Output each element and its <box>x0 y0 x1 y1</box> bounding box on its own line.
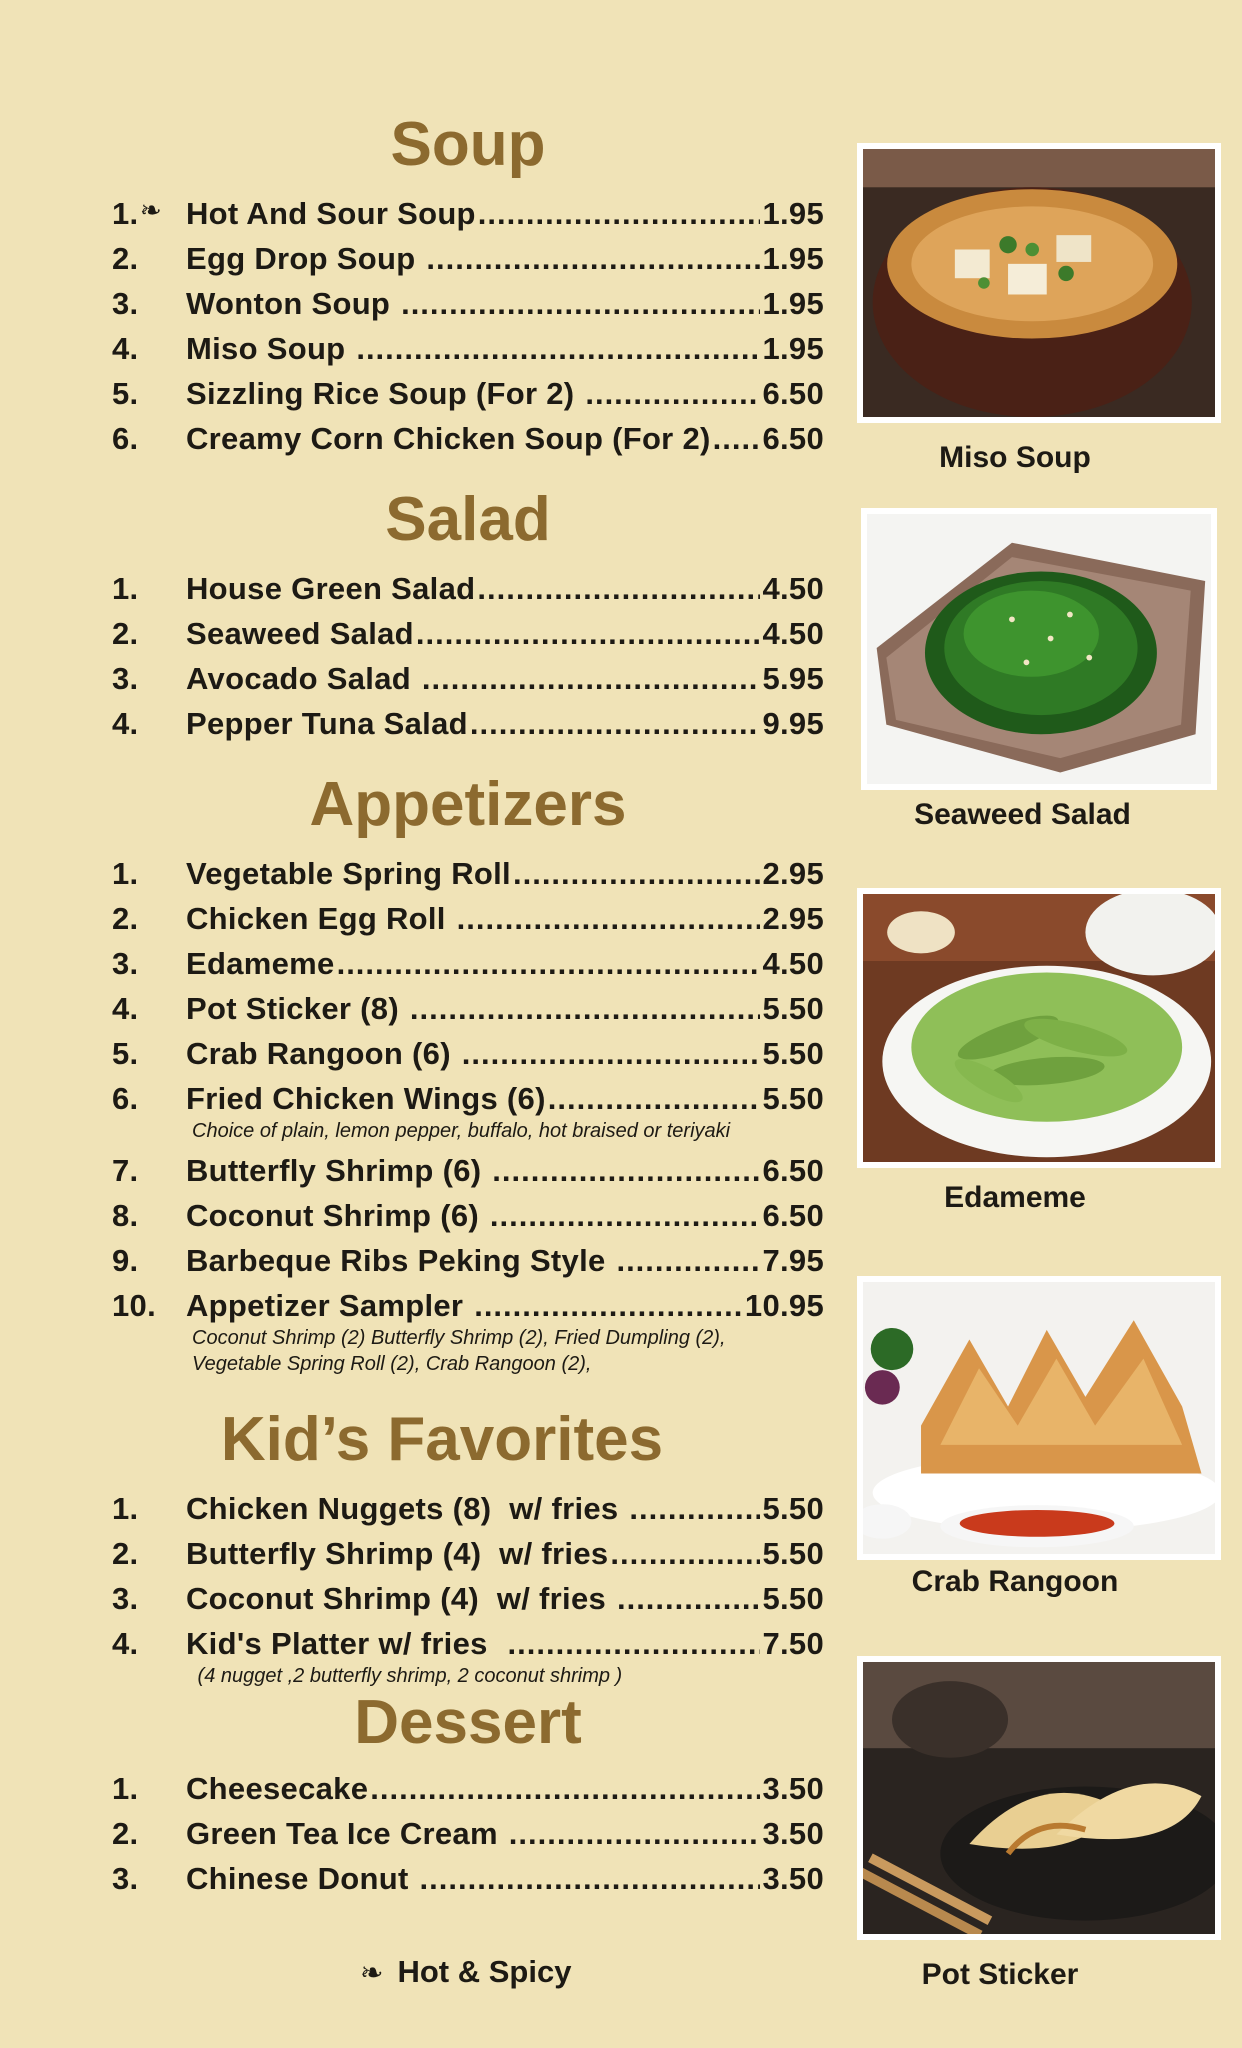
item-price: 9.95 <box>762 706 824 741</box>
dot-leader <box>713 417 761 461</box>
item-price: 2.95 <box>762 856 824 891</box>
dot-leader <box>548 1077 761 1121</box>
item-price: 7.95 <box>762 1243 824 1278</box>
menu-item <box>112 1284 824 1328</box>
menu-item <box>112 942 824 986</box>
item-number: 1. <box>112 856 139 891</box>
item-name: Egg Drop Soup <box>186 241 425 276</box>
dot-leader <box>401 282 760 326</box>
legend-label: Hot & Spicy <box>397 1954 572 1989</box>
item-name: Butterfly Shrimp (4) w/ fries <box>186 1536 609 1571</box>
item-number: 2. <box>112 901 139 936</box>
section-title: Salad <box>385 485 551 554</box>
dot-leader <box>470 702 761 746</box>
dot-leader <box>509 1812 761 1856</box>
item-number: 10. <box>112 1288 156 1323</box>
photo-caption: Pot Sticker <box>921 1958 1079 1991</box>
seaweed-salad-photo <box>861 508 1217 790</box>
item-price: 4.50 <box>762 616 824 651</box>
item-price: 1.95 <box>762 286 824 321</box>
menu-item <box>112 237 824 281</box>
menu-item <box>112 1812 824 1856</box>
item-note: Choice of plain, lemon pepper, buffalo, hot braised or teriyaki <box>192 1120 731 1142</box>
item-name: Butterfly Shrimp (6) <box>186 1153 491 1188</box>
pot-sticker-photo <box>857 1656 1221 1940</box>
item-name: Barbeque Ribs Peking Style <box>186 1243 615 1278</box>
dot-leader <box>422 657 761 701</box>
menu-item <box>112 417 824 461</box>
item-price: 5.50 <box>762 1536 824 1571</box>
item-number: 7. <box>112 1153 139 1188</box>
item-name: Miso Soup <box>186 331 355 366</box>
chili-pepper-icon: ❧ <box>140 195 163 225</box>
item-number: 1. <box>112 571 139 606</box>
dot-leader <box>410 987 761 1031</box>
item-name: House Green Salad <box>186 571 476 606</box>
dot-leader <box>457 897 761 941</box>
dot-leader <box>610 1532 760 1576</box>
item-number: 3. <box>112 946 139 981</box>
item-name: Coconut Shrimp (6) <box>186 1198 488 1233</box>
item-price: 5.50 <box>762 1581 824 1616</box>
dot-leader <box>629 1487 760 1531</box>
item-name: Cheesecake <box>186 1771 369 1806</box>
item-name: Avocado Salad <box>186 661 420 696</box>
menu-item <box>112 1149 824 1193</box>
item-price: 5.50 <box>762 991 824 1026</box>
menu-item <box>112 1577 824 1621</box>
item-price: 6.50 <box>762 376 824 411</box>
item-price: 4.50 <box>762 571 824 606</box>
item-number: 1. <box>112 1771 139 1806</box>
item-price: 5.50 <box>762 1036 824 1071</box>
item-number: 3. <box>112 1861 139 1896</box>
dot-leader <box>478 192 761 236</box>
dot-leader <box>617 1577 760 1621</box>
menu-item <box>112 192 824 236</box>
item-number: 9. <box>112 1243 139 1278</box>
item-price: 5.50 <box>762 1081 824 1116</box>
chili-pepper-icon: ❧ <box>360 1957 384 1988</box>
dot-leader <box>356 327 760 371</box>
menu-item <box>112 1032 824 1076</box>
item-number: 4. <box>112 706 139 741</box>
menu-item <box>112 897 824 941</box>
item-name: Chicken Egg Roll <box>186 901 455 936</box>
menu-item <box>112 1239 824 1283</box>
menu-item <box>112 1487 824 1531</box>
item-number: 1. <box>112 196 139 231</box>
item-note: (4 nugget ,2 butterfly shrimp, 2 coconut shrimp ) <box>192 1665 623 1687</box>
item-number: 4. <box>112 991 139 1026</box>
item-price: 3.50 <box>762 1861 824 1896</box>
item-price: 1.95 <box>762 196 824 231</box>
menu-item <box>112 567 824 611</box>
item-price: 6.50 <box>762 1153 824 1188</box>
item-number: 3. <box>112 1581 139 1616</box>
photo-caption: Miso Soup <box>939 441 1091 474</box>
item-number: 3. <box>112 286 139 321</box>
menu-item <box>112 702 824 746</box>
photo-caption: Seaweed Salad <box>914 798 1131 831</box>
item-name: Creamy Corn Chicken Soup (For 2) <box>186 421 711 456</box>
dot-leader <box>416 612 761 656</box>
item-number: 2. <box>112 241 139 276</box>
item-number: 3. <box>112 661 139 696</box>
menu-item <box>112 987 824 1031</box>
dot-leader <box>477 567 760 611</box>
menu-item <box>112 1857 824 1901</box>
dot-leader <box>490 1194 761 1238</box>
item-name: Appetizer Sampler <box>186 1288 473 1323</box>
item-name: Hot And Sour Soup <box>186 196 476 231</box>
menu-item <box>112 1194 824 1238</box>
item-price: 3.50 <box>762 1771 824 1806</box>
item-number: 4. <box>112 331 139 366</box>
item-price: 4.50 <box>762 946 824 981</box>
item-price: 3.50 <box>762 1816 824 1851</box>
item-name: Coconut Shrimp (4) w/ fries <box>186 1581 615 1616</box>
item-number: 2. <box>112 1536 139 1571</box>
item-number: 2. <box>112 616 139 651</box>
item-price: 2.95 <box>762 901 824 936</box>
item-number: 6. <box>112 421 139 456</box>
section-title: Appetizers <box>309 770 627 839</box>
item-price: 7.50 <box>762 1626 824 1661</box>
item-price: 10.95 <box>744 1288 824 1323</box>
dot-leader <box>420 1857 761 1901</box>
dot-leader <box>462 1032 761 1076</box>
item-number: 4. <box>112 1626 139 1661</box>
item-name: Fried Chicken Wings (6) <box>186 1081 546 1116</box>
item-price: 5.95 <box>762 661 824 696</box>
dot-leader <box>370 1767 760 1811</box>
item-name: Vegetable Spring Roll <box>186 856 511 891</box>
miso-soup-photo <box>857 143 1221 423</box>
dot-leader <box>337 942 761 986</box>
item-name: Green Tea Ice Cream <box>186 1816 507 1851</box>
item-number: 8. <box>112 1198 139 1233</box>
item-name: Wonton Soup <box>186 286 400 321</box>
crab-rangoon-photo <box>857 1276 1221 1560</box>
dot-leader <box>616 1239 760 1283</box>
item-price: 5.50 <box>762 1491 824 1526</box>
item-name: Chinese Donut <box>186 1861 418 1896</box>
section-title: Soup <box>390 110 546 179</box>
menu-item <box>112 1767 824 1811</box>
spicy-legend <box>360 1950 571 1995</box>
item-name: Kid's Platter w/ fries <box>186 1626 506 1661</box>
item-price: 6.50 <box>762 421 824 456</box>
menu-item <box>112 327 824 371</box>
dot-leader <box>585 372 760 416</box>
item-name: Pepper Tuna Salad <box>186 706 468 741</box>
dot-leader <box>426 237 760 281</box>
item-name: Crab Rangoon (6) <box>186 1036 460 1071</box>
edameme-photo <box>857 888 1221 1168</box>
dot-leader <box>513 852 760 896</box>
section-title: Dessert <box>354 1688 582 1757</box>
item-price: 1.95 <box>762 331 824 366</box>
item-note: Coconut Shrimp (2) Butterfly Shrimp (2), Fried Dumpling (2), Vegetable Spring Roll (2), Crab Rangoon (2), <box>192 1327 726 1375</box>
item-name: Sizzling Rice Soup (For 2) <box>186 376 584 411</box>
item-name: Pot Sticker (8) <box>186 991 408 1026</box>
menu-item <box>112 282 824 326</box>
item-price: 6.50 <box>762 1198 824 1233</box>
section-title: Kid’s Favorites <box>220 1405 664 1474</box>
item-name: Chicken Nuggets (8) w/ fries <box>186 1491 628 1526</box>
menu-item <box>112 1077 824 1121</box>
photo-caption: Edameme <box>944 1181 1086 1214</box>
item-number: 1. <box>112 1491 139 1526</box>
menu-item <box>112 1622 824 1666</box>
menu-item <box>112 372 824 416</box>
menu-item <box>112 852 824 896</box>
dot-leader <box>508 1622 761 1666</box>
item-number: 6. <box>112 1081 139 1116</box>
item-number: 5. <box>112 376 139 411</box>
item-name: Seaweed Salad <box>186 616 414 651</box>
menu-item <box>112 1532 824 1576</box>
item-number: 2. <box>112 1816 139 1851</box>
menu-item <box>112 657 824 701</box>
menu-item <box>112 612 824 656</box>
dot-leader <box>492 1149 760 1193</box>
item-price: 1.95 <box>762 241 824 276</box>
photo-caption: Crab Rangoon <box>911 1565 1119 1598</box>
item-name: Edameme <box>186 946 335 981</box>
item-number: 5. <box>112 1036 139 1071</box>
dot-leader <box>474 1284 743 1328</box>
